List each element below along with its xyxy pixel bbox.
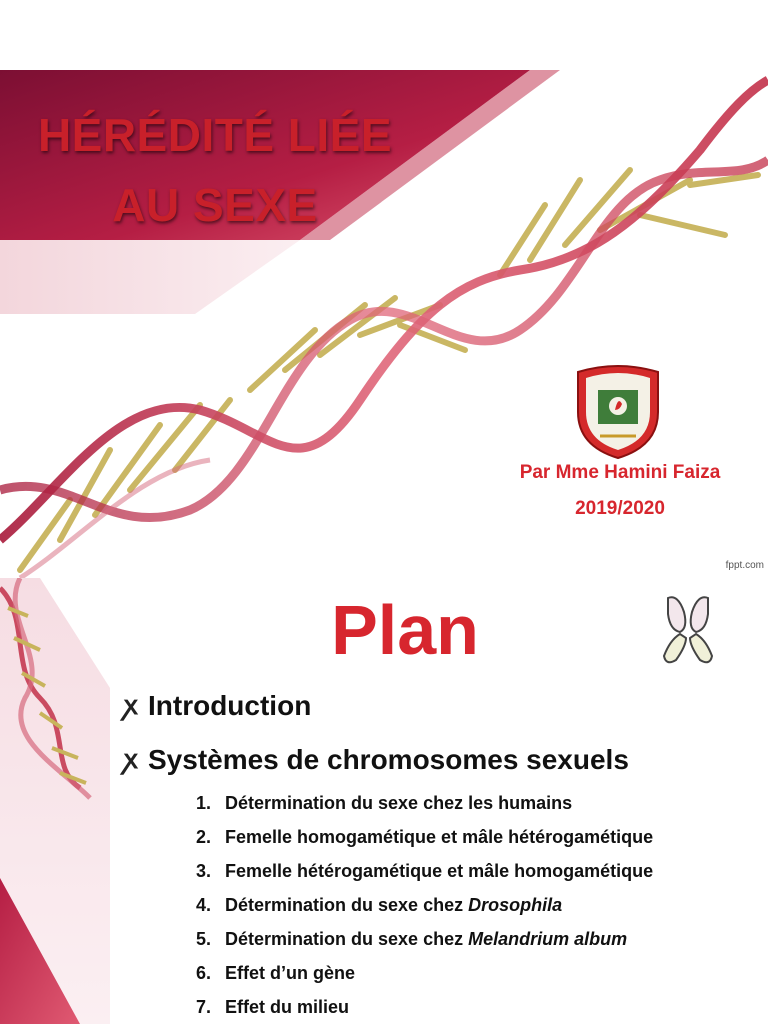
academic-year: 2019/2020	[575, 498, 665, 519]
chromosome-icon	[664, 597, 712, 662]
author-name: Par Mme Hamini Faiza	[519, 462, 721, 483]
list-item	[196, 990, 653, 1024]
university-shield-icon	[578, 366, 658, 458]
list-item	[196, 922, 653, 956]
plan-title: Plan	[331, 591, 479, 669]
item-text: Détermination du sexe chez	[225, 895, 469, 915]
watermark: fppt.com	[725, 560, 764, 571]
item-italic-text: Drosophila	[468, 895, 563, 915]
item-number: 5.	[196, 929, 212, 949]
title-line-2: AU SEXE	[112, 179, 318, 231]
bullet-sex-chromosome-systems	[124, 740, 629, 776]
item-number: 3.	[196, 861, 212, 881]
item-number: 6.	[196, 963, 212, 983]
item-text: Effet d’un gène	[225, 963, 356, 983]
title-line-1: HÉRÉDITÉ LIÉE	[37, 109, 393, 161]
plan-sublist	[196, 786, 653, 1024]
plan-slide	[0, 578, 768, 1024]
list-item	[196, 854, 653, 888]
bullet-label: Systèmes de chromosomes sexuels	[148, 744, 629, 775]
item-text: Femelle hétérogamétique et mâle homogamétique	[225, 861, 654, 881]
item-text: Effet du milieu	[225, 997, 350, 1017]
light-band	[0, 240, 300, 314]
list-item	[196, 820, 653, 854]
item-number: 4.	[196, 895, 212, 915]
list-item	[196, 888, 653, 922]
item-italic-text: Melandrium album	[468, 929, 628, 949]
bullet-introduction	[124, 686, 311, 722]
bullet-mark-icon: ꭗ	[124, 745, 138, 775]
item-number: 7.	[196, 997, 212, 1017]
bullet-label: Introduction	[148, 690, 312, 721]
item-text: Femelle homogamétique et mâle hétérogamétique	[225, 827, 654, 847]
bullet-mark-icon: ꭗ	[124, 691, 138, 721]
item-text: Détermination du sexe chez	[225, 929, 469, 949]
list-item	[196, 956, 653, 990]
item-number: 1.	[196, 793, 212, 813]
item-text: Détermination du sexe chez les humains	[225, 793, 573, 813]
item-number: 2.	[196, 827, 212, 847]
title-slide	[0, 70, 768, 578]
list-item	[196, 786, 653, 820]
